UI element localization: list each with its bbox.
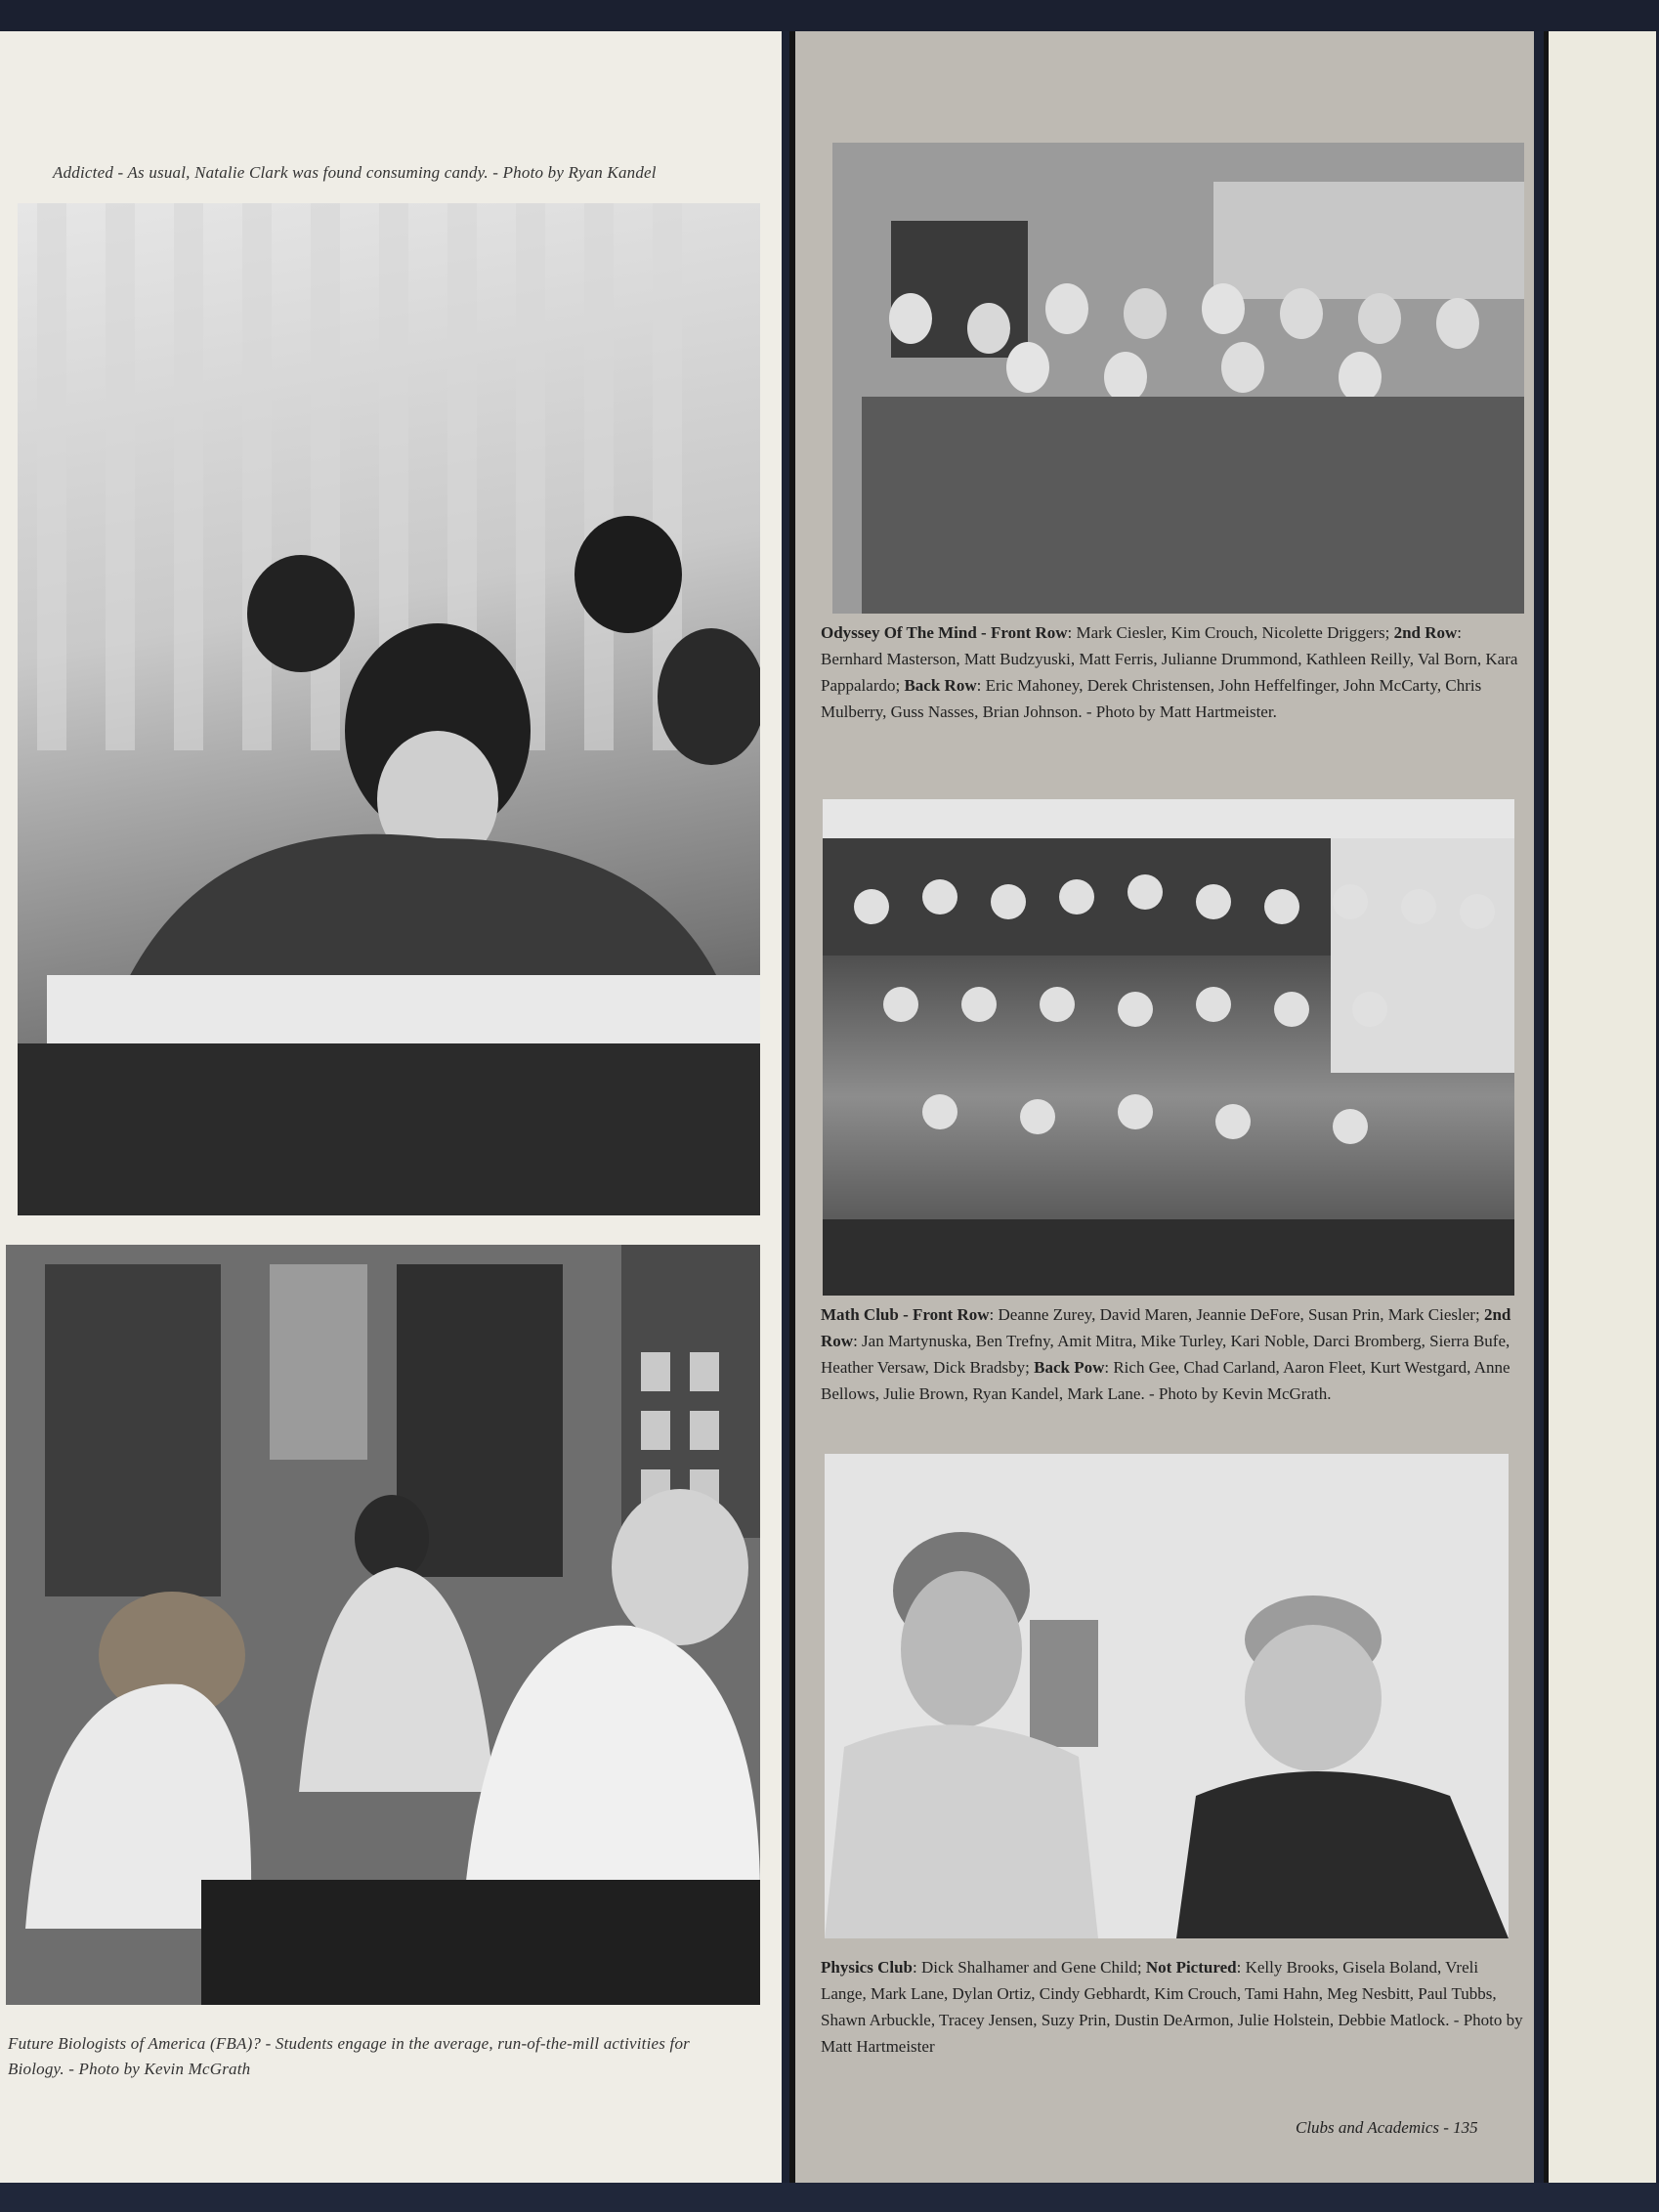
physics-members: : Dick Shalhamer and Gene Child; [913,1958,1146,1977]
natalie-clark-photo [18,203,760,1215]
odyssey-row2-label: 2nd Row [1393,623,1458,642]
odyssey-row2: : Bernhard Masterson, Matt Budzyuski, Matt Ferris, Julianne Drummond, Kathleen Reilly, Val Born, Kara Pappalardo; [821,623,1518,695]
odyssey-group-photo [832,143,1524,614]
math-back-row: : Rich Gee, Chad Carland, Aaron Fleet, Kurt Westgard, Anne Bellows, Julie Brown, Ryan Kandel, Mark Lane. - Photo by Kevin McGrath. [821,1358,1510,1403]
right-page [789,31,1534,2183]
math-back-label: Back Pow [1034,1358,1105,1377]
math-front-row: : Deanne Zurey, David Maren, Jeannie DeFore, Susan Prin, Mark Ciesler; [989,1305,1484,1324]
physics-np-label: Not Pictured [1145,1958,1237,1977]
math-row2: : Jan Martynuska, Ben Trefny, Amit Mitra, Mike Turley, Kari Noble, Darci Bromberg, Sierra Bufe, Heather Versaw, Dick Bradsby; [821,1332,1510,1377]
physics-club-photo [825,1454,1509,1938]
addicted-caption: Addicted - As usual, Natalie Clark was found consuming candy. - Photo by Ryan Kandel [53,163,657,182]
math-caption [821,1301,1526,1407]
odyssey-front-row: : Mark Ciesler, Kim Crouch, Nicolette Driggers; [1067,623,1394,642]
physics-title: Physics Club [821,1958,913,1977]
fba-biology-photo [6,1245,760,2005]
odyssey-back-row: : Eric Mahoney, Derek Christensen, John Heffelfinger, John McCarty, Chris Mulberry, Guss Nasses, Brian Johnson. - Photo by Matt Hartmeister. [821,676,1482,721]
odyssey-back-label: Back Row [904,676,977,695]
page-folio: Clubs and Academics - 135 [1296,2118,1478,2137]
fba-caption-line1: Future Biologists of America (FBA)? - Students engage in the average, run-of-the-mill activities for [8,2034,690,2053]
math-title: Math Club - Front Row [821,1305,990,1324]
math-club-photo [823,799,1514,1296]
math-row2-label: 2nd Row [821,1305,1511,1350]
physics-caption [821,1954,1526,2060]
odyssey-caption [821,619,1526,725]
bottom-background [0,2183,1659,2212]
next-page-edge [1544,31,1656,2183]
left-page [0,31,782,2183]
odyssey-title: Odyssey Of The Mind - Front Row [821,623,1068,642]
fba-caption-line2: Biology. - Photo by Kevin McGrath [8,2060,251,2078]
top-background [0,0,1659,31]
physics-not-pictured: : Kelly Brooks, Gisela Boland, Vreli Lange, Mark Lane, Dylan Ortiz, Cindy Gebhardt, Kim Crouch, Tami Hahn, Meg Nesbitt, Paul Tubbs, Shawn Arbuckle, Tracey Jensen, Suzy Prin, Dustin DeArmon, Julie Holstein, Debbie Matlock. - Photo by Matt Hartmeister [821,1958,1523,2056]
